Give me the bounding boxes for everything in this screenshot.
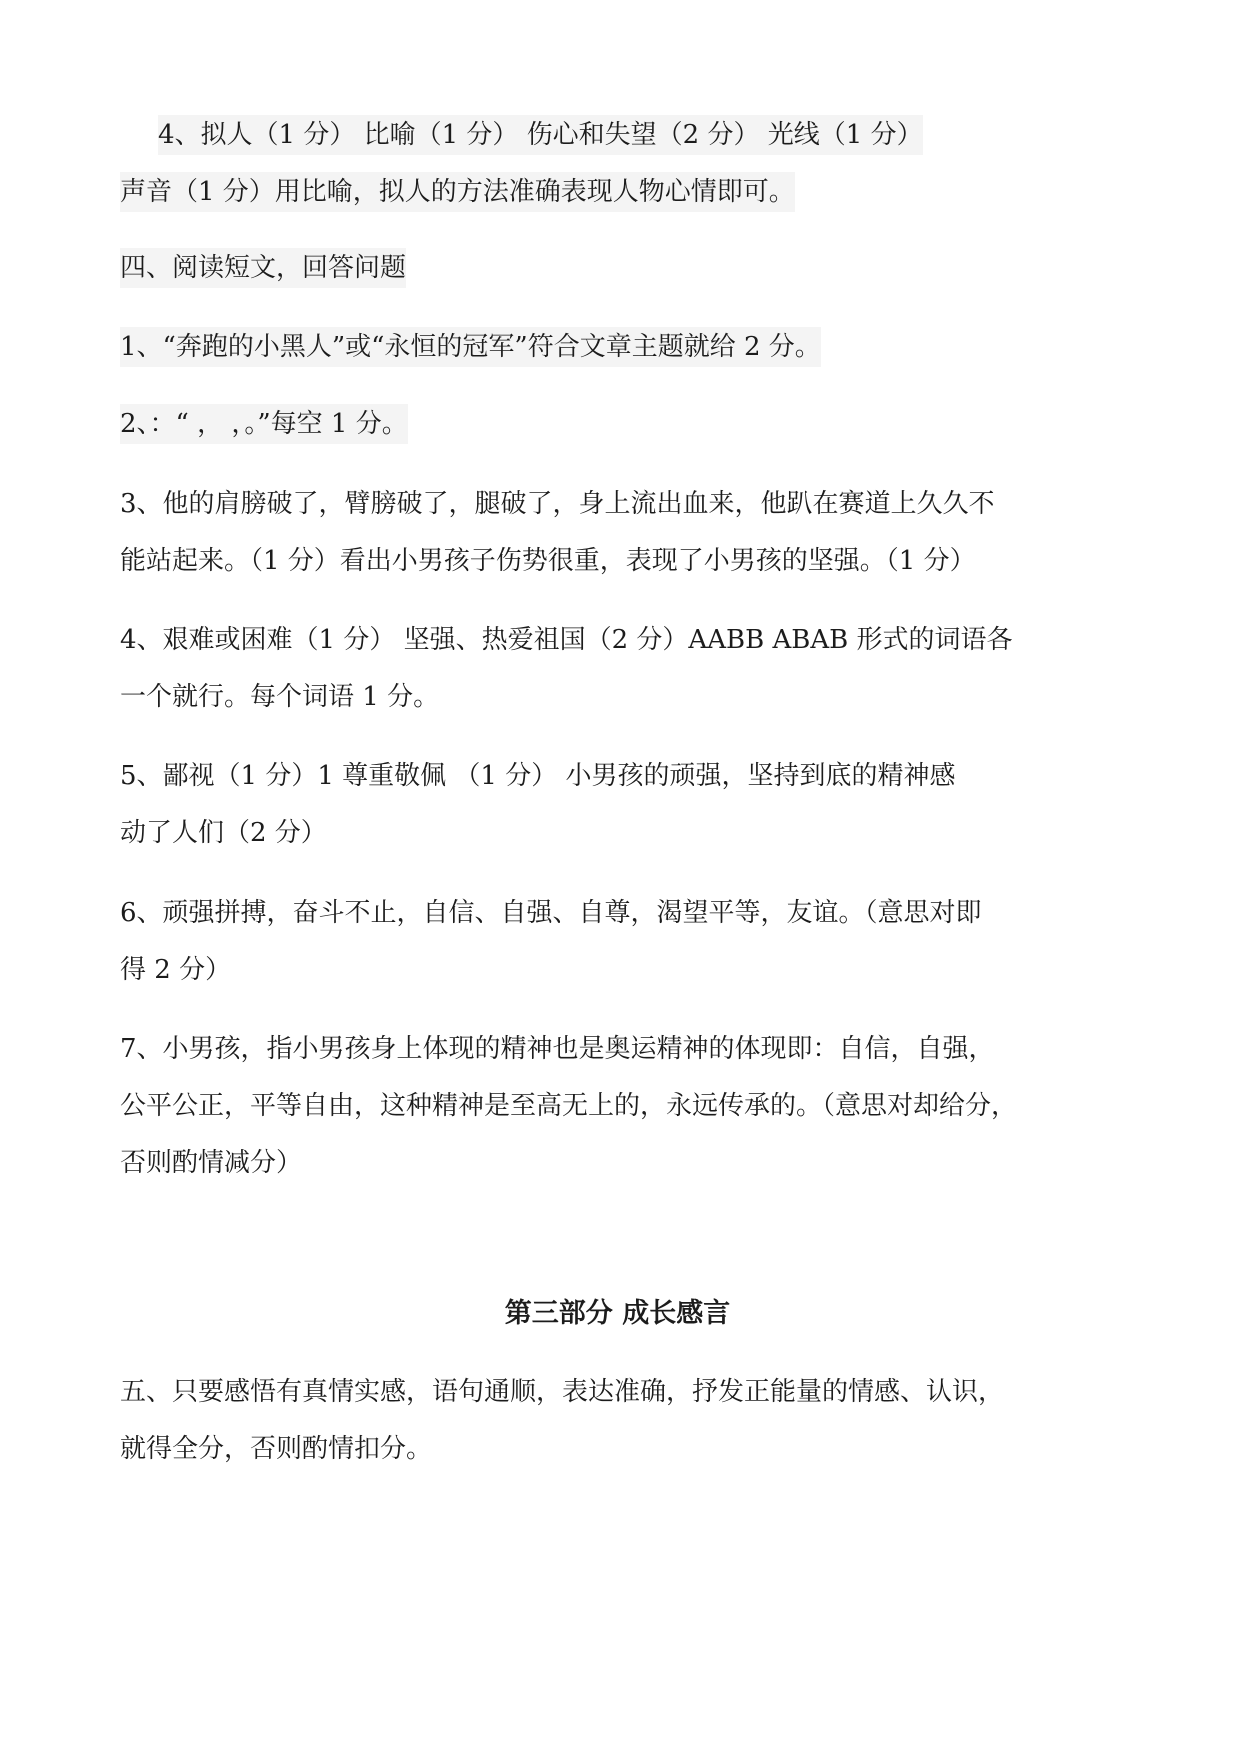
answer-five-line-1: 五、只要感悟有真情实感，语句通顺，表达准确，抒发正能量的情感、认识， [120,1377,1005,1407]
answer-6-line-2: 得 2 分） [120,955,232,985]
answer-1: 1、“奔跑的小黑人”或“永恒的冠军”符合文章主题就给 2 分。 [120,327,821,367]
answer-2: 2、：“ ， ，。”每空 1 分。 [120,404,408,444]
answer-7-line-2: 公平公正，平等自由，这种精神是至高无上的，永远传承的。（意思对却给分， [120,1091,1018,1121]
answer-4-line-2: 声音（1 分）用比喻，拟人的方法准确表现人物心情即可。 [120,172,795,212]
answer-6-line-1: 6、顽强拼搏，奋斗不止，自信、自强、自尊，渴望平等，友谊。（意思对即 [120,898,982,928]
answer-five-line-2: 就得全分，否则酌情扣分。 [120,1434,433,1464]
answer-5-line-2: 动了人们（2 分） [120,818,327,848]
section-3-heading: 第三部分 成长感言 [504,1298,731,1329]
answer-4-line-1: 4、拟人（1 分） 比喻（1 分） 伤心和失望（2 分） 光线（1 分） [158,115,923,155]
answer-5-line-1: 5、鄙视（1 分）1 尊重敬佩 （1 分） 小男孩的顽强，坚持到底的精神感 [120,761,956,791]
section-4-title: 四、阅读短文，回答问题 [120,248,406,288]
answer-3-line-2: 能站起来。（1 分）看出小男孩子伤势很重，表现了小男孩的坚强。（1 分） [120,546,976,576]
answer-7-line-1: 7、小男孩，指小男孩身上体现的精神也是奥运精神的体现即：自信，自强， [120,1034,995,1064]
answer-4b-line-2: 一个就行。每个词语 1 分。 [120,682,440,712]
answer-4b-line-1: 4、艰难或困难（1 分） 坚强、热爱祖国（2 分）AABB ABAB 形式的词语各 [120,625,1013,655]
answer-7-line-3: 否则酌情减分） [120,1148,303,1178]
answer-3-line-1: 3、他的肩膀破了，臂膀破了，腿破了，身上流出血来，他趴在赛道上久久不 [120,489,995,519]
